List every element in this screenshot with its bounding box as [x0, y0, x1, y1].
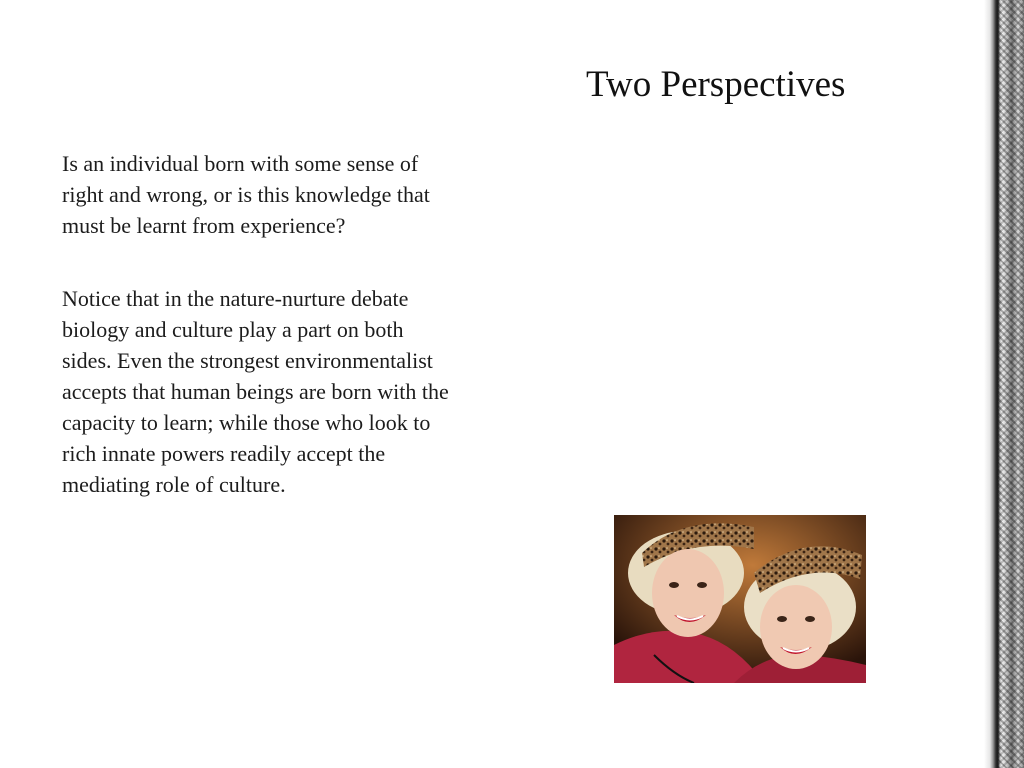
twins-photo-illustration	[614, 515, 866, 683]
paragraph-question: Is an individual born with some sense of right and wrong, or is this knowledge that must be learnt from experience?	[62, 151, 430, 238]
decorative-border	[984, 0, 1024, 768]
body-text	[62, 148, 452, 542]
paragraph-nature-nurture: Notice that in the nature-nurture debate biology and culture play a part on both sides. Even the strongest environmentalist accepts that human beings are born with the capacity to learn; while those who look to rich innate powers readily accept the mediating role of culture.	[62, 286, 449, 497]
slide-title: Two Perspectives	[586, 64, 846, 105]
twins-photo	[614, 515, 866, 683]
